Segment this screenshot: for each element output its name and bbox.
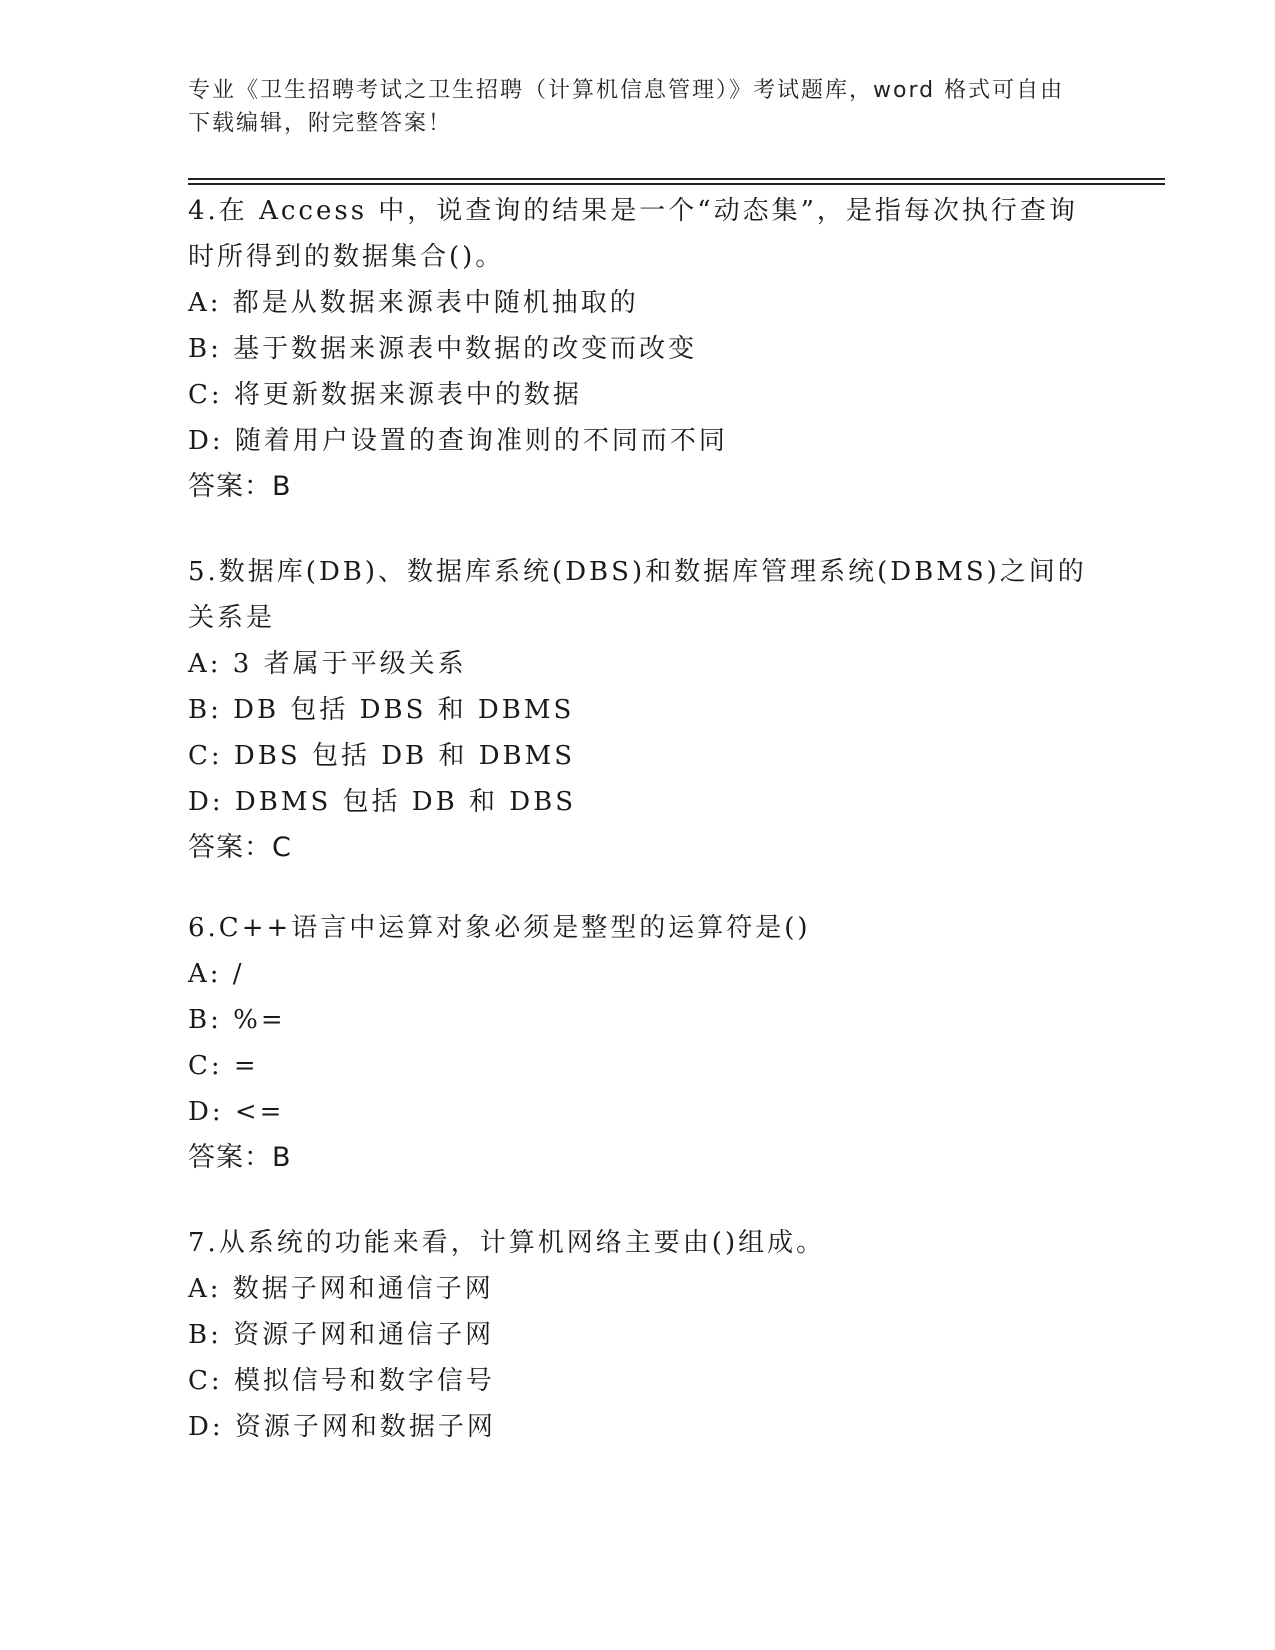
option-a: A: / — [188, 959, 245, 989]
answer: 答案：B — [188, 471, 292, 502]
question-4 — [188, 188, 1088, 510]
option-c: C: = — [188, 1051, 259, 1081]
answer: 答案：C — [188, 832, 292, 863]
option-c: C: 模拟信号和数字信号 — [188, 1366, 495, 1396]
option-a: A: 都是从数据来源表中随机抽取的 — [188, 288, 639, 318]
option-d: D: 资源子网和数据子网 — [188, 1412, 496, 1442]
option-b: B: DB 包括 DBS 和 DBMS — [188, 695, 575, 725]
document-header: 专业《卫生招聘考试之卫生招聘（计算机信息管理）》考试题库，word 格式可自由下载编辑，附完整答案！ — [188, 78, 1065, 136]
header-divider-bottom — [188, 183, 1165, 185]
question-stem: 5.数据库(DB)、数据库系统(DBS)和数据库管理系统(DBMS)之间的关系是 — [188, 557, 1087, 633]
option-b: B: %= — [188, 1005, 286, 1035]
question-stem: 6.C++语言中运算对象必须是整型的运算符是() — [188, 913, 811, 943]
option-d: D: 随着用户设置的查询准则的不同而不同 — [188, 426, 728, 456]
header-divider-top — [188, 178, 1165, 180]
option-d: D: <= — [188, 1097, 285, 1127]
option-a: A: 3 者属于平级关系 — [188, 649, 467, 679]
option-b: B: 基于数据来源表中数据的改变而改变 — [188, 334, 698, 364]
option-c: C: 将更新数据来源表中的数据 — [188, 380, 582, 410]
answer: 答案：B — [188, 1142, 292, 1173]
option-a: A: 数据子网和通信子网 — [188, 1274, 494, 1304]
question-7 — [188, 1220, 1088, 1450]
question-stem: 7.从系统的功能来看，计算机网络主要由()组成。 — [188, 1228, 826, 1258]
option-b: B: 资源子网和通信子网 — [188, 1320, 495, 1350]
question-5 — [188, 549, 1088, 871]
question-stem: 4.在 Access 中，说查询的结果是一个“动态集”，是指每次执行查询时所得到的数据集合()。 — [188, 196, 1078, 272]
option-c: C: DBS 包括 DB 和 DBMS — [188, 741, 576, 771]
option-d: D: DBMS 包括 DB 和 DBS — [188, 787, 577, 817]
question-6 — [188, 905, 1088, 1181]
